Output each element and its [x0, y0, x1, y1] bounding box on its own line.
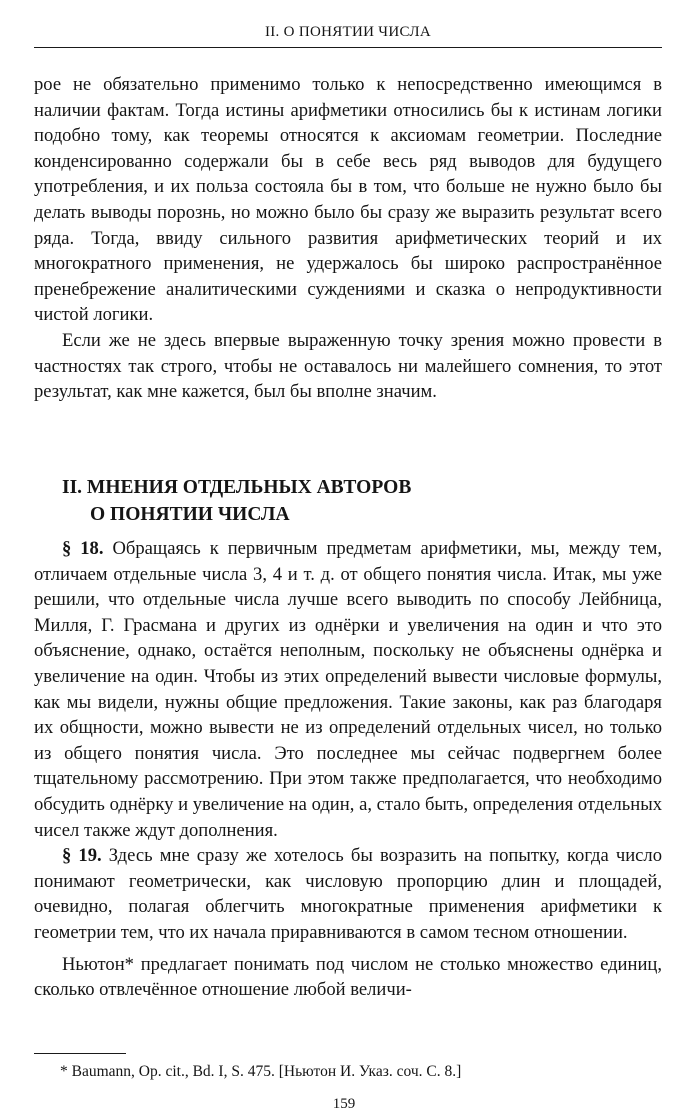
section-body: [34, 536, 662, 1003]
paragraph-newton: Ньютон* предлагает понимать под числом не столько множество единиц, сколько отвлечённое отношение любой величи-: [34, 953, 662, 1001]
section-heading-line1: II. МНЕНИЯ ОТДЕЛЬНЫХ АВТОРОВ: [62, 477, 412, 498]
running-head: II. О ПОНЯТИИ ЧИСЛА: [264, 24, 432, 40]
section-19-marker: § 19.: [62, 845, 102, 867]
page-number: 159: [332, 1096, 356, 1112]
page-body: [34, 72, 662, 405]
paragraph-section-19: [34, 843, 662, 945]
section-18-text: Обращаясь к первичным предметам арифметики, мы, между тем, отличаем отдельные числа 3, 4 и т. д. от общего понятия числа. Итак, мы уже решили, что отдельные числа лучше всего выводить по способу Лейбница, Милля, Г. Грасмана и других из однёрки и увеличения на один и что это объяснение, однако, остаётся неполным, поскольку не объяснены однёрка и увеличение на один. Чтобы из этих определений вывести числовые формулы, как мы видели, нужны общие предложения. Такие законы, как раз благодаря их общности, можно вывести не из определений отдельных чисел, но только из общего понятия числа. Это последнее мы сейчас подвергнем более тщательному рассмотрению. При этом также предполагается, что необходимо обсудить однёрку и увеличение на один, а, стало быть, определения отдельных чисел также ждут дополнения.: [34, 538, 662, 841]
footnote-rule: [34, 1053, 126, 1054]
paragraph-section-18: [34, 536, 662, 843]
section-18-marker: § 18.: [62, 538, 104, 559]
header-rule: [34, 47, 662, 48]
section-heading-line2: О ПОНЯТИИ ЧИСЛА: [90, 504, 290, 525]
section-19-text: Здесь мне сразу же хотелось бы возразить на попытку, когда число понимают геометрически, как числовую пропорцию длин и площадей, очевидно, полагая облегчить многократные применения арифметики к геометрии тем, что их начала приравниваются в самом тесном отношении.: [34, 845, 663, 943]
paragraph-continuation: рое не обязательно применимо только к непосредственно имеющимся в наличии фактам. Тогда истины арифметики относились бы к истинам логики подобно тому, как теоремы относятся к аксиомам геометрии. Последние конденсированно содержали бы в себе весь ряд выводов для будущего употребления, и их польза состояла бы в том, что больше не нужно было бы делать выводы порознь, но можно было бы сразу же выразить результат всего ряда. Тогда, ввиду сильного развития арифметических теорий и их многократного применения, не удержалось бы широко распространённое пренебрежение аналитическими суждениями и сказка о непродуктивности чистой логики.: [34, 74, 662, 326]
paragraph-conclusion: Если же не здесь впервые выраженную точку зрения можно провести в частностях так строго, чтобы не оставалось ни малейшего сомнения, то этот результат, как мне кажется, был бы вполне значим.: [34, 329, 662, 403]
footnote: * Baumann, Op. cit., Bd. I, S. 475. [Ньютон И. Указ. соч. С. 8.]: [60, 1063, 462, 1080]
section-heading: [62, 474, 411, 528]
